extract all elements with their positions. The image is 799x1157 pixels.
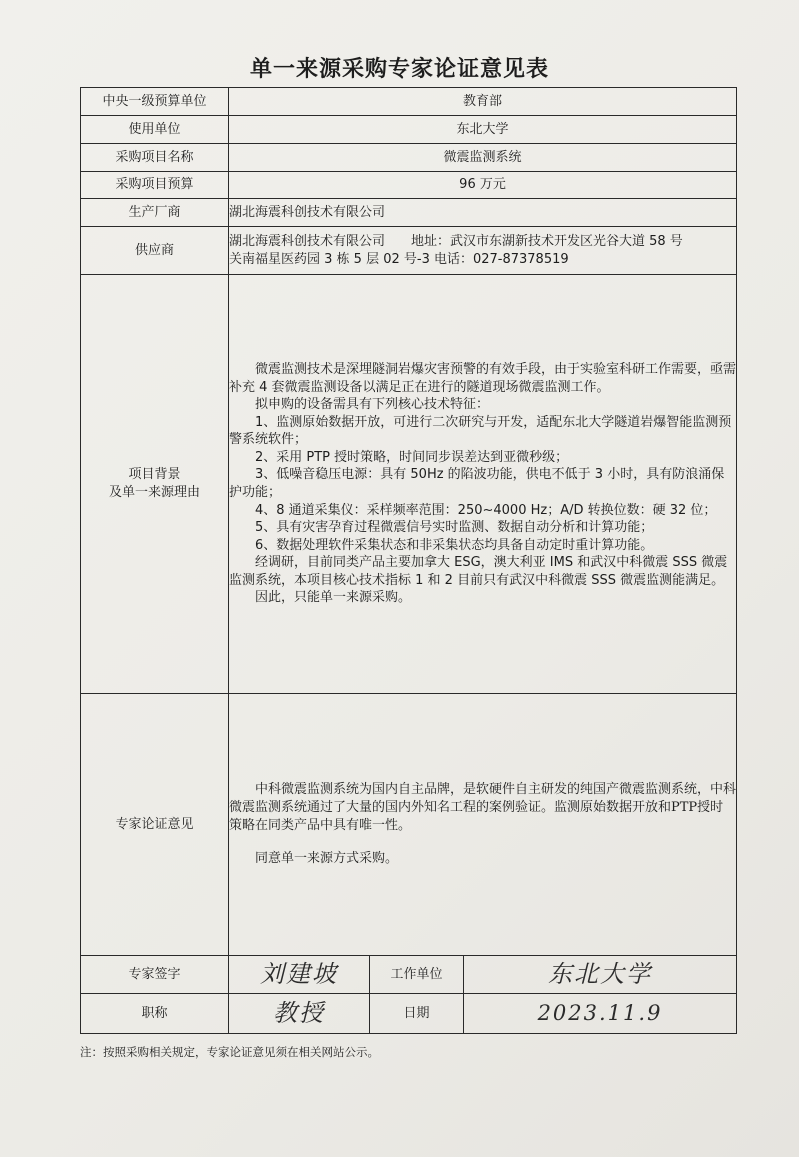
row-expert-opinion <box>81 694 737 956</box>
expert-sign-label: 专家签字 <box>81 956 229 994</box>
row-project-budget <box>81 172 737 199</box>
date-handwriting: 2023.11.9 <box>537 1001 663 1026</box>
background-paragraph: 1、监测原始数据开放，可进行二次研究与开发，适配东北大学隧道岩爆智能监测预警系统软件； <box>229 414 732 448</box>
background-label-line-2: 及单一来源理由 <box>108 485 200 500</box>
row-supplier <box>81 227 737 275</box>
background-label <box>81 275 229 694</box>
user-unit-value: 东北大学 <box>229 116 737 144</box>
row-background <box>81 275 737 694</box>
row-title-date <box>81 994 737 1034</box>
row-manufacturer <box>81 199 737 227</box>
budget-unit-label: 中央一级预算单位 <box>81 88 229 116</box>
supplier-value <box>229 227 737 275</box>
footnote: 注：按照采购相关规定，专家论证意见须在相关网站公示。 <box>80 1045 379 1059</box>
expert-signature-handwriting: 刘建坡 <box>260 960 338 989</box>
background-paragraph: 4、8 通道采集仪：采样频率范围：250~4000 Hz；A/D 转换位数：硬 32 位； <box>255 502 717 518</box>
row-user-unit <box>81 116 737 144</box>
background-label-line-1: 项目背景 <box>128 467 181 483</box>
work-unit-label: 工作单位 <box>370 956 464 994</box>
background-paragraph: 经调研，目前同类产品主要加拿大 ESG，澳大利亚 IMS 和武汉中科微震 SSS 微震监测系统，本项目核心技术指标 1 和 2 目前只有武汉中科微震 SSS 微震监测能满足。 <box>229 555 728 588</box>
opinion-paragraph-1: 中科微震监测系统为国内自主品牌，是软硬件自主研发的纯国产微震监测系统，中科微震监测系统通过了大量的国内外知名工程的案例验证。监测原始数据开放和PTP授时策略在同类产品中具有唯一性。 <box>229 782 737 833</box>
supplier-line-2: 关南福星医药园 3 栋 5 层 02 号-3 电话：027-87378519 <box>229 251 569 267</box>
work-unit-signature <box>464 956 737 994</box>
title-signature <box>229 994 370 1034</box>
expert-opinion-text <box>229 694 737 956</box>
title-handwriting: 教授 <box>273 999 325 1028</box>
background-paragraph: 因此，只能单一来源采购。 <box>255 590 412 606</box>
background-paragraph: 拟申购的设备需具有下列核心技术特征： <box>255 397 490 413</box>
background-paragraph: 6、数据处理软件采集状态和非采集状态均具备自动定时重计算功能。 <box>255 537 654 553</box>
date-signature <box>464 994 737 1034</box>
background-paragraph: 微震监测技术是深埋隧洞岩爆灾害预警的有效手段，由于实验室科研工作需要，亟需补充 4 套微震监测设备以满足正在进行的隧道现场微震监测工作。 <box>229 362 737 395</box>
expert-opinion-label: 专家论证意见 <box>81 694 229 956</box>
supplier-line-1: 湖北海震科创技术有限公司 地址：武汉市东湖新技术开发区光谷大道 58 号 <box>229 233 683 249</box>
form-title: 单一来源采购专家论证意见表 <box>249 57 549 82</box>
budget-unit-value: 教育部 <box>229 88 737 116</box>
background-text <box>229 275 737 694</box>
work-unit-handwriting: 东北大学 <box>548 960 653 989</box>
background-paragraph: 2、采用 PTP 授时策略，时间同步误差达到亚微秒级； <box>255 449 569 465</box>
user-unit-label: 使用单位 <box>81 116 229 144</box>
row-project-name <box>81 144 737 172</box>
date-label: 日期 <box>370 994 464 1034</box>
background-paragraph: 3、低噪音稳压电源：具有 50Hz 的陷波功能，供电不低于 3 小时，具有防浪涌保护功能； <box>229 467 725 500</box>
project-budget-label: 采购项目预算 <box>81 172 229 199</box>
manufacturer-value: 湖北海震科创技术有限公司 <box>229 199 737 227</box>
expert-opinion-form <box>80 87 737 1034</box>
project-name-value: 微震监测系统 <box>229 144 737 172</box>
row-budget-unit <box>81 88 737 116</box>
manufacturer-label: 生产厂商 <box>81 199 229 227</box>
title-label: 职称 <box>81 994 229 1034</box>
project-budget-value: 96 万元 <box>229 172 737 199</box>
row-expert-sign <box>81 956 737 994</box>
expert-signature <box>229 956 370 994</box>
background-paragraph: 5、具有灾害孕育过程微震信号实时监测、数据自动分析和计算功能； <box>255 520 654 536</box>
project-name-label: 采购项目名称 <box>81 144 229 172</box>
supplier-label: 供应商 <box>81 227 229 275</box>
opinion-paragraph-2: 同意单一来源方式采购。 <box>255 851 399 867</box>
